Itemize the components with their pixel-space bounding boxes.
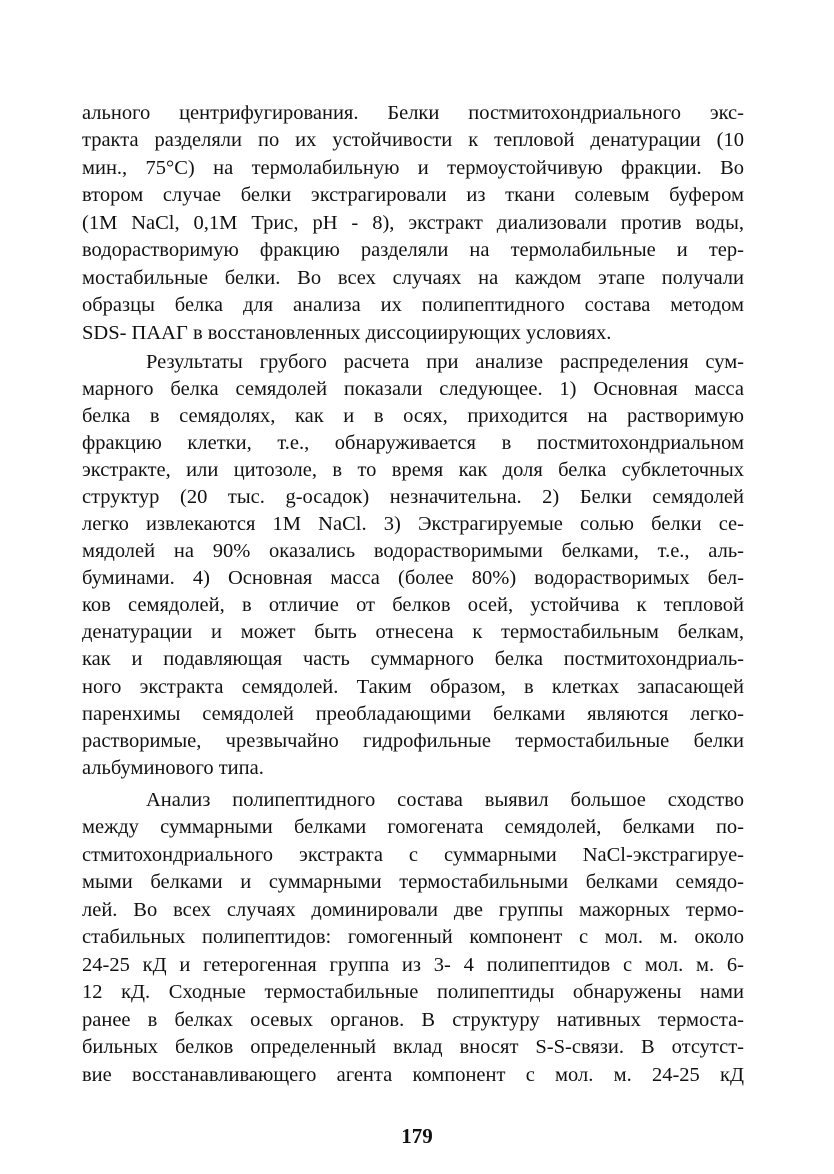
text-line: растворимые, чрезвычайно гидрофильные термостабильные белки [82,730,744,752]
text-line: SDS- ПААГ в восстановленных диссоциирующих условиях. [82,322,612,344]
text-line: вие восстанавливающего агента компонент с мол. м. 24-25 кД [82,1064,744,1086]
text-line: 24-25 кД и гетерогенная группа из 3- 4 полипептидов с мол. м. 6- [82,954,744,976]
text-line: бильных белков определенный вклад вносят S-S-связи. В отсутст- [82,1036,744,1058]
text-line: буминами. 4) Основная масса (более 80%) водорастворимых бел- [82,567,744,589]
text-line: альбуминового типа. [82,757,264,779]
text-line: стмитохондриального экстракта с суммарными NaCl-экстрагируе- [82,844,744,866]
text-line: Результаты грубого расчета при анализе распределения сум- [146,351,744,373]
text-line: мыми белками и суммарными термостабильными белками семядо- [82,871,744,893]
text-line: как и подавляющая часть суммарного белка постмитохондриаль- [82,648,744,670]
text-line: легко извлекаются 1М NaCl. 3) Экстрагируемые солью белки се- [82,513,744,535]
text-line: (1М NaCl, 0,1М Трис, рН - 8), экстракт диализовали против воды, [82,212,744,234]
text-line: 12 кД. Сходные термостабильные полипептиды обнаружены нами [82,981,744,1003]
text-line: ного экстракта семядолей. Таким образом, в клетках запасающей [82,676,744,698]
text-line: водорастворимую фракцию разделяли на термолабильные и тер- [82,239,744,261]
page-number: 179 [401,1124,433,1148]
text-line: марного белка семядолей показали следующее. 1) Основная масса [82,378,744,400]
text-line: ков семядолей, в отличие от белков осей, устойчива к тепловой [82,594,744,616]
text-line: ранее в белках осевых органов. В структуру нативных термоста- [82,1009,744,1031]
text-line: паренхимы семядолей преобладающими белками являются легко- [82,703,744,725]
text-line: фракцию клетки, т.е., обнаруживается в постмитохондриальном [82,432,744,454]
text-line: втором случае белки экстрагировали из ткани солевым буфером [82,184,744,206]
text-line: экстракте, или цитозоле, в то время как доля белка субклеточных [82,459,744,481]
text-line: мостабильные белки. Во всех случаях на каждом этапе получали [82,267,744,289]
text-line: денатурации и может быть отнесена к термостабильным белкам, [82,621,744,643]
text-line: между суммарными белками гомогената семядолей, белками по- [82,816,744,838]
text-line: белка в семядолях, как и в осях, приходится на растворимую [82,405,744,427]
text-line: Анализ полипептидного состава выявил большое сходство [146,789,744,811]
text-line: стабильных полипептидов: гомогенный компонент с мол. м. около [82,926,744,948]
text-line: мин., 75°С) на термолабильную и термоустойчивую фракции. Во [82,157,744,179]
text-line: образцы белка для анализа их полипептидного состава методом [82,294,744,316]
text-line: структур (20 тыс. g-осадок) незначительна. 2) Белки семядолей [82,486,744,508]
text-line: ального центрифугирования. Белки постмитохондриального экс- [82,102,744,124]
text-line: мядолей на 90% оказались водорастворимыми белками, т.е., аль- [82,540,744,562]
text-line: лей. Во всех случаях доминировали две группы мажорных термо- [82,899,744,921]
text-line: тракта разделяли по их устойчивости к тепловой денатурации (10 [82,129,744,151]
